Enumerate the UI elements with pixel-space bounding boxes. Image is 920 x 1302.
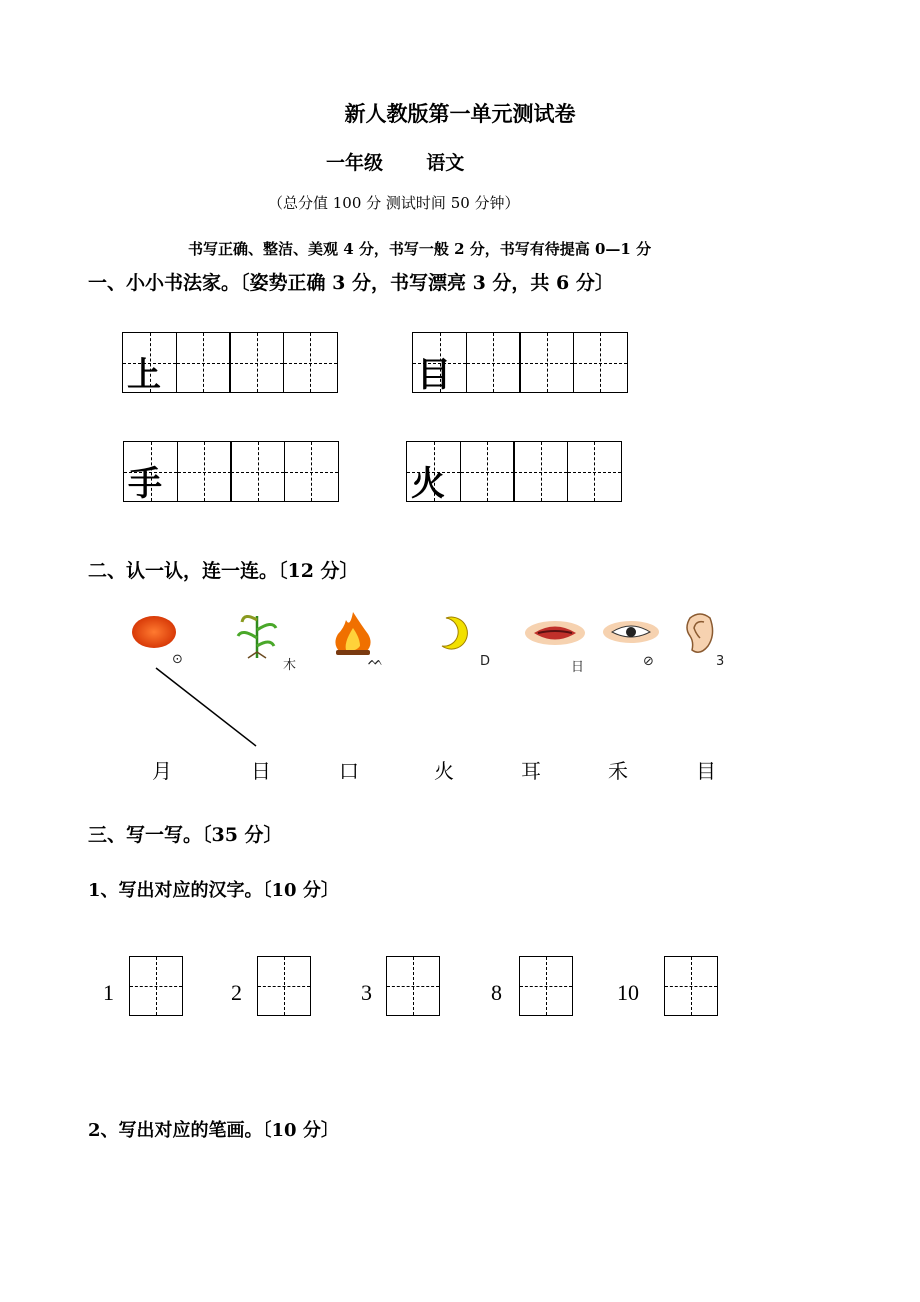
ancient-glyph: 木 [283,658,297,673]
grade-subject [326,148,464,175]
grid-cell[interactable] [466,332,521,393]
char-kou[interactable]: 口 [339,759,359,783]
char-he[interactable]: 禾 [608,759,628,783]
grid-cell[interactable] [573,332,628,393]
practice-grid-huo[interactable] [406,441,622,502]
section1-heading: 一、小小书法家。〔姿势正确 3 分，书写漂亮 3 分，共 6 分〕 [88,272,614,294]
page-title: 新人教版第一单元测试卷 [344,101,576,126]
answer-box[interactable] [257,956,311,1016]
sun-icon [130,614,180,650]
grid-cell[interactable] [284,441,339,502]
mouth-icon [524,620,586,646]
ancient-glyph: D [480,654,491,669]
grid-cell[interactable] [567,441,622,502]
grid-cell[interactable] [513,441,568,502]
number-label: 2 [231,980,242,1005]
answer-box[interactable] [519,956,573,1016]
ancient-glyph: ⊘ [643,654,654,669]
grid-cell[interactable] [519,332,574,393]
rice-plant-icon [234,608,280,660]
practice-grid-mu[interactable] [412,332,628,393]
q2-heading: 2、写出对应的笔画。〔10 分〕 [88,1120,339,1141]
grid-cell[interactable] [283,332,338,393]
grid-cell[interactable] [229,332,284,393]
eye-icon [602,620,660,644]
ear-icon [682,610,718,656]
ancient-glyph: 3 [716,654,725,669]
ancient-glyph: ⊙ [172,652,183,667]
grid-cell[interactable] [406,441,461,502]
char-huo[interactable]: 火 [434,759,454,783]
moon-icon [436,616,476,650]
connect-line [150,664,262,750]
section3-heading: 三、写一写。〔35 分〕 [88,824,283,846]
ancient-glyph: ᨓ [368,654,384,669]
subject-label: 语文 [426,152,465,174]
char-er[interactable]: 耳 [521,759,541,783]
answer-box[interactable] [129,956,183,1016]
answer-box[interactable] [664,956,718,1016]
grid-cell[interactable] [230,441,285,502]
grid-cell[interactable] [176,332,231,393]
model-char: 手 [128,464,162,504]
model-char: 火 [411,464,445,504]
number-label: 8 [491,980,502,1005]
fire-icon [332,610,374,658]
practice-grid-shang[interactable] [122,332,338,393]
section2-heading: 二、认一认，连一连。〔12 分〕 [88,560,359,582]
writing-note: 书写正确、整洁、美观 4 分，书写一般 2 分，书写有待提高 0—1 分 [188,240,652,258]
model-char: 目 [417,355,451,395]
grid-cell[interactable] [123,441,178,502]
ancient-glyph: 日 [571,660,585,675]
score-info: （总分值 100 分 测试时间 50 分钟） [268,194,520,212]
grid-cell[interactable] [460,441,515,502]
practice-grid-shou[interactable] [123,441,339,502]
grid-cell[interactable] [177,441,232,502]
grid-cell[interactable] [122,332,177,393]
grade-label: 一年级 [326,152,384,174]
number-label: 1 [103,980,114,1005]
grid-cell[interactable] [412,332,467,393]
q1-heading: 1、写出对应的汉字。〔10 分〕 [88,880,339,901]
char-mu[interactable]: 目 [696,759,716,783]
number-label: 3 [361,980,372,1005]
char-ri[interactable]: 日 [251,759,271,783]
model-char: 上 [127,355,161,395]
number-label: 10 [617,980,639,1005]
answer-box[interactable] [386,956,440,1016]
char-yue[interactable]: 月 [152,759,172,783]
